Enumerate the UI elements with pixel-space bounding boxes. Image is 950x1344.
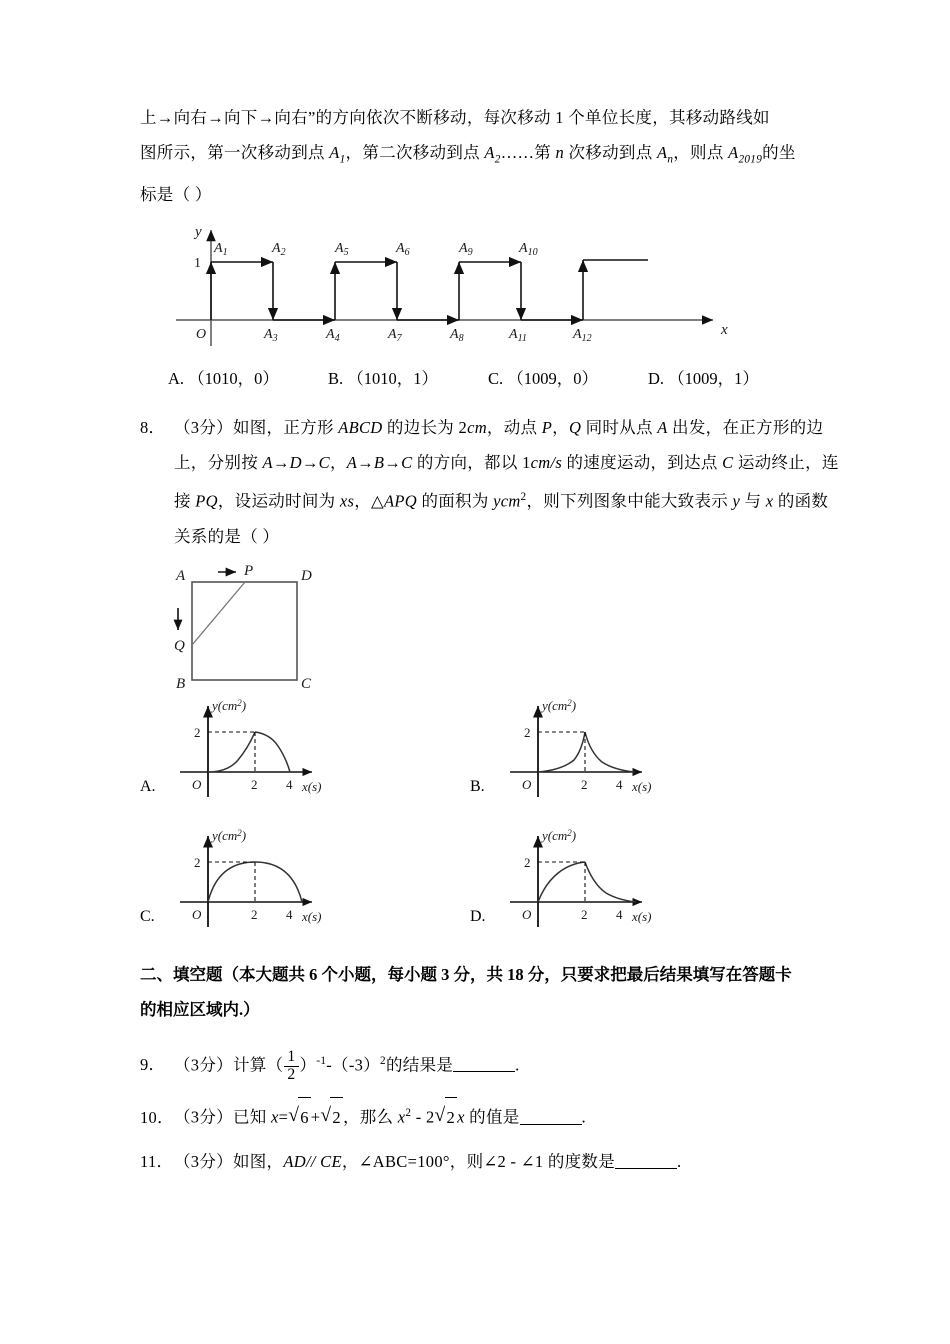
question-9: [140, 1039, 830, 1088]
q10-x3: x: [457, 1107, 465, 1127]
label-A11: $A_{11}$: [509, 327, 527, 345]
q7-l2-An-sub: n: [667, 153, 674, 166]
q9-closeparen: ）: [363, 1055, 381, 1075]
q8-option-a-key: A.: [140, 777, 156, 795]
q10-x2: x: [397, 1107, 406, 1127]
q7-option-a-value: （1010，0）: [188, 369, 279, 389]
graph-a-y-tick: 2: [194, 724, 201, 740]
label-vertex-B: B: [176, 675, 186, 692]
graph-d-x-tick-2: 4: [616, 906, 623, 922]
graph-c-x-label: x(s): [302, 908, 322, 924]
q8-l1-d: ，: [552, 418, 569, 438]
graph-b-y-label: $y(cm^2)$: [542, 697, 577, 713]
q8-l1-p: P: [541, 418, 553, 438]
q7-text-line-2: [140, 135, 830, 177]
q7-option-c[interactable]: [488, 362, 648, 396]
graph-b-origin: O: [522, 776, 532, 792]
label-A7: $A_7$: [388, 327, 402, 345]
q8-l1-f: 出发，在正方形的边: [667, 418, 824, 438]
q9-exponent-1: -1: [316, 1054, 327, 1067]
graph-c-helper3: [208, 862, 302, 902]
section-2-line-1: [140, 957, 830, 992]
q10-pre: 已知: [232, 1107, 271, 1127]
graph-c-x-tick-2: 4: [286, 906, 293, 922]
q7-option-b-value: （1010，1）: [347, 369, 439, 389]
q7-option-c-key: C.: [488, 369, 504, 389]
q10-radical-1: [288, 1097, 311, 1138]
graph-b-svg: [490, 694, 690, 804]
q8-l1-c: ，动点: [486, 418, 542, 438]
section-2-text-1: 二、填空题（本大题共 6 个小题，每小题 3 分，共 18 分，只要求把最后结果填写在答题卡: [140, 964, 792, 984]
label-A1: $A_1$: [214, 241, 228, 259]
q9-marks: （3分）: [174, 1055, 233, 1075]
q7-l2-A2: A: [484, 143, 495, 162]
q8-l3-f: 与: [740, 491, 766, 511]
q9-exponent-2: 2: [380, 1054, 386, 1067]
q9-mid: ）: [299, 1055, 317, 1075]
square-abcd-svg: [160, 560, 390, 690]
q9-period: .: [515, 1055, 520, 1075]
q8-text-line-4: [140, 519, 830, 554]
graph-d-y-tick: 2: [524, 854, 531, 870]
q8-option-b[interactable]: [470, 694, 690, 804]
graph-b-x-label: x(s): [632, 778, 652, 794]
square-outline: [192, 582, 297, 680]
q10-number: 10．: [140, 1107, 174, 1127]
q10-radical-3-symbol: √: [434, 1104, 446, 1126]
q10-radical-1-symbol: √: [288, 1104, 300, 1126]
q8-l1-abcd: ABCD: [338, 418, 383, 438]
question-10: [140, 1093, 830, 1138]
graph-a-curve-fall: [255, 732, 290, 772]
q7-text-line-1: [140, 100, 830, 135]
graph-c-helper: [208, 858, 255, 902]
graph-c-svg: [160, 824, 360, 934]
graph-d-svg: [490, 824, 690, 934]
q8-l1-cm: cm: [467, 418, 487, 438]
q11-ad-ce: AD// CE: [283, 1151, 342, 1171]
q8-l1-a: 如图，正方形: [232, 418, 339, 438]
graph-d-x-label: x(s): [632, 908, 652, 924]
q11-angle-abc: ∠ABC: [358, 1151, 408, 1171]
label-A2: $A_2$: [272, 241, 286, 259]
label-A8: $A_8$: [450, 327, 464, 345]
q8-l3-e: ，则下列图象中能大致表示: [526, 491, 733, 511]
q10-radical-2-symbol: √: [320, 1104, 332, 1126]
question-7-block: [140, 100, 830, 396]
q8-l2-path2: A→B→C: [346, 453, 413, 473]
graph-c-y-tick: 2: [194, 854, 201, 870]
label-vertex-D: D: [301, 567, 312, 584]
graph-d-curve-decay: [585, 862, 636, 902]
q8-l3-a: 接: [174, 491, 196, 511]
q7-l2-a: 图所示，第一次移动到点: [140, 143, 330, 162]
q8-l2-c: 的方向，都以 1: [412, 453, 531, 473]
q8-option-c-key: C.: [140, 907, 155, 925]
q8-option-a[interactable]: [140, 694, 360, 804]
q8-l2-cms: cm/s: [530, 453, 563, 473]
q7-l2-A2-sub: 2: [494, 153, 501, 166]
q11-period: .: [677, 1151, 682, 1171]
label-A12: $A_{12}$: [573, 327, 592, 345]
section-2-text-2: 的相应区域内.）: [140, 999, 260, 1019]
question-8-block: [140, 410, 839, 949]
q11-minus: -: [506, 1151, 521, 1171]
q7-text-line-3: [140, 177, 830, 212]
label-point-Q: Q: [174, 637, 185, 654]
q10-x2-sup: 2: [405, 1107, 412, 1120]
q7-option-b-key: B.: [328, 369, 344, 389]
graph-a-x-tick-1: 2: [251, 776, 258, 792]
q11-post: 的度数是: [543, 1151, 616, 1171]
q8-l3-b: ，设运动时间为: [217, 491, 340, 511]
label-point-P: P: [244, 562, 254, 579]
q7-option-a-key: A.: [168, 369, 185, 389]
q11-comma-1: ，: [341, 1151, 359, 1171]
q10-radical-3-arg: 2: [445, 1097, 458, 1138]
q8-option-b-key: B.: [470, 777, 485, 795]
section-2-heading: [140, 957, 830, 1027]
q7-l2-d: 次移动到点: [564, 143, 657, 162]
q9-answer-blank[interactable]: [453, 1071, 515, 1072]
y-axis-label: y: [195, 224, 202, 241]
graph-c-curve: [208, 862, 302, 902]
q8-l3-tri: △APQ: [371, 491, 418, 511]
q8-l3-c: ，: [354, 491, 372, 511]
q7-option-d-key: D.: [648, 369, 665, 389]
q10-plus: +: [310, 1107, 321, 1127]
q8-l4: 关系的是（ ）: [174, 526, 280, 546]
q8-square-figure: [160, 560, 830, 690]
q8-l3-y: y: [732, 491, 741, 511]
q7-l2-An: A: [656, 143, 668, 162]
graph-d-x-tick-1: 2: [581, 906, 588, 922]
q8-l3-pq: PQ: [195, 491, 218, 511]
q8-text-line-3: [140, 480, 830, 519]
q8-l2-e: 运动终止，连: [733, 453, 839, 473]
q8-l3-g: 的函数: [773, 491, 829, 511]
label-A5: $A_5$: [335, 241, 349, 259]
graph-a-x-label: x(s): [302, 778, 322, 794]
q10-radical-2-arg: 2: [330, 1097, 343, 1138]
q9-frac-denominator: 2: [287, 1065, 296, 1083]
q8-l1-av: A: [657, 418, 668, 438]
page-content: [140, 100, 839, 1179]
q8-marks: （3分）: [174, 418, 233, 438]
q8-l2-path1: A→D→C: [262, 453, 330, 473]
graph-a-y-label: $y(cm^2)$: [212, 697, 247, 713]
staircase-svg: [168, 220, 748, 350]
y-tick-label-1: 1: [194, 256, 201, 272]
q10-answer-blank[interactable]: [520, 1124, 582, 1125]
q8-option-d-key: D.: [470, 907, 486, 925]
q11-angle-1: ∠1: [520, 1151, 544, 1171]
q11-comma-2: ，则: [449, 1151, 484, 1171]
q9-fraction: [284, 1049, 298, 1084]
q10-x1: x: [270, 1107, 279, 1127]
q8-text-line-2: [140, 445, 839, 480]
q7-line1-text: 上→向右→向下→向右”的方向依次不断移动，每次移动 1 个单位长度，其移动路线如: [140, 108, 770, 127]
q8-l1-b: 的边长为 2: [382, 418, 468, 438]
q11-angle-2: ∠2: [483, 1151, 507, 1171]
graph-b-x-tick-2: 4: [616, 776, 623, 792]
q7-l2-b: ，第二次移动到点: [345, 143, 485, 162]
question-11: [140, 1144, 830, 1179]
q7-l2-c: ……第: [500, 143, 556, 162]
q10-post: 的值是: [464, 1107, 520, 1127]
q9-pre: 计算（: [232, 1055, 284, 1075]
q8-l3-ycm: ycm: [493, 491, 521, 511]
q7-l2-f: 的坐: [762, 143, 796, 162]
q8-l3-d: 的面积为: [417, 491, 494, 511]
q7-staircase-figure: [168, 220, 830, 350]
segment-pq: [192, 582, 245, 645]
q8-text-line-1: [140, 410, 830, 445]
q8-l3-x: x: [765, 491, 774, 511]
q9-number: 9．: [140, 1055, 166, 1075]
label-A10: $A_{10}$: [519, 241, 538, 259]
q7-option-c-value: （1009，0）: [507, 369, 599, 389]
graph-d-y-label: $y(cm^2)$: [542, 827, 577, 843]
q11-eq: =100°: [407, 1151, 450, 1171]
q9-frac-numerator: 1: [284, 1049, 298, 1067]
graph-c-x-tick-1: 2: [251, 906, 258, 922]
label-A9: $A_9$: [459, 241, 473, 259]
q7-option-d[interactable]: [648, 362, 759, 396]
x-axis-label: x: [721, 322, 728, 339]
graph-d-origin: O: [522, 906, 532, 922]
origin-label: O: [196, 327, 207, 343]
q9-neg3: -3: [348, 1055, 364, 1075]
q8-option-d[interactable]: [470, 824, 690, 934]
label-A4: $A_4$: [326, 327, 340, 345]
q7-l2-n: n: [555, 143, 565, 162]
q8-graph-options: [140, 694, 830, 949]
q7-l3: 标是（ ）: [140, 185, 212, 205]
q11-pre: 如图，: [232, 1151, 284, 1171]
q10-mid: ，那么: [342, 1107, 398, 1127]
q10-radical-2: [320, 1097, 343, 1138]
q11-answer-blank[interactable]: [615, 1168, 677, 1169]
q7-l2-A1: A: [329, 143, 340, 162]
q11-marks: （3分）: [174, 1151, 233, 1171]
q10-marks: （3分）: [174, 1107, 233, 1127]
q11-number: 11．: [140, 1151, 174, 1171]
q8-option-c[interactable]: [140, 824, 360, 934]
q7-l2-e: ，则点: [673, 143, 729, 162]
q8-l1-e: 同时从点: [581, 418, 658, 438]
q9-post: 的结果是: [385, 1055, 454, 1075]
graph-b-x-tick-1: 2: [581, 776, 588, 792]
q10-radical-1-arg: 6: [298, 1097, 311, 1138]
q7-l2-A2019-sub: 2019: [738, 153, 763, 166]
q8-l3-xs: xs: [339, 491, 355, 511]
graph-a-svg: [160, 694, 360, 804]
label-A6: $A_6$: [396, 241, 410, 259]
graph-a-x-tick-2: 4: [286, 776, 293, 792]
q8-l2-a: 上，分别按: [174, 453, 263, 473]
q8-number: 8．: [140, 418, 166, 438]
q7-option-a[interactable]: [168, 362, 328, 396]
q8-l2-b: ，: [329, 453, 347, 473]
q10-minus: - 2: [411, 1107, 435, 1127]
q7-l2-A1-sub: 1: [339, 153, 346, 166]
graph-d-curve-rise: [538, 862, 585, 902]
q10-eq: =: [278, 1107, 289, 1127]
q7-option-b[interactable]: [328, 362, 488, 396]
graph-b-curve-rise: [538, 732, 585, 772]
q8-l1-q: Q: [568, 418, 582, 438]
q10-period: .: [581, 1107, 586, 1127]
label-A3: $A_3$: [264, 327, 278, 345]
graph-c-y-label: $y(cm^2)$: [212, 827, 247, 843]
q7-l2-A2019: A: [728, 143, 739, 162]
q8-l2-d: 的速度运动，到达点: [562, 453, 723, 473]
q8-l2-cv: C: [722, 453, 734, 473]
q7-options-row: [140, 362, 830, 396]
graph-b-y-tick: 2: [524, 724, 531, 740]
graph-a-origin: O: [192, 776, 202, 792]
graph-b-curve-decay: [585, 732, 635, 772]
q8-l3-ycm-sup: 2: [520, 491, 527, 504]
q9-minus: -（: [326, 1055, 349, 1075]
label-vertex-A: A: [176, 567, 186, 584]
q10-radical-3: [435, 1097, 458, 1138]
q7-option-d-value: （1009，1）: [668, 369, 759, 389]
label-vertex-C: C: [301, 675, 312, 692]
graph-c-origin: O: [192, 906, 202, 922]
section-2-line-2: [140, 992, 830, 1027]
graph-a-curve-rise: [208, 732, 255, 772]
